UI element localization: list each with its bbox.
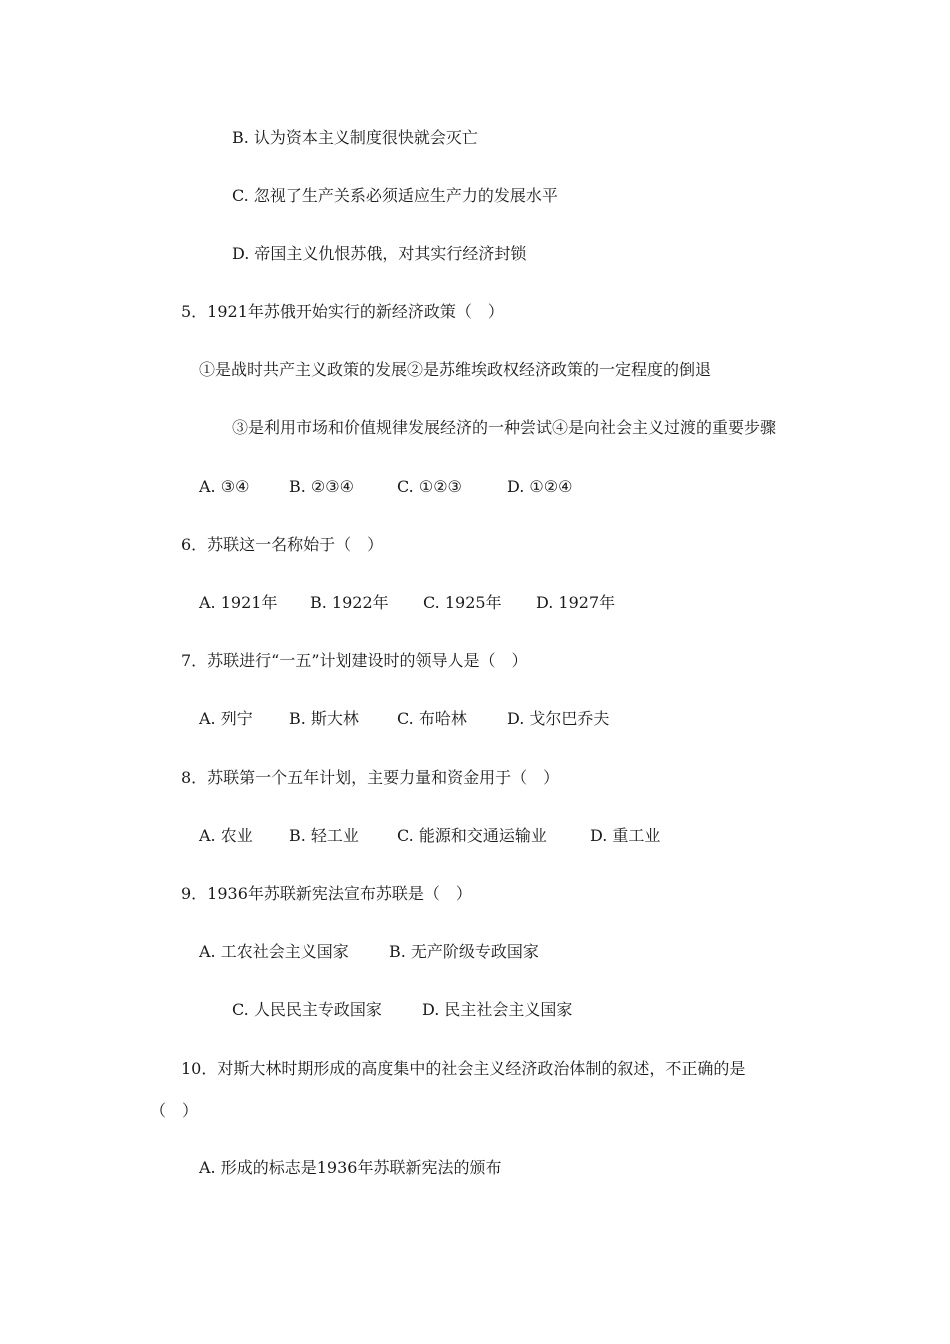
q6-option-a: A. 1921年 — [199, 593, 278, 612]
q6-option-d: D. 1927年 — [536, 593, 616, 612]
q7-option-c: C. 布哈林 — [397, 709, 467, 728]
q9-option-c: C. 人民民主专政国家 — [232, 1000, 382, 1019]
q6-option-c: C. 1925年 — [423, 593, 502, 612]
q4-option-b: B. 认为资本主义制度很快就会灭亡 — [232, 128, 478, 147]
q8-option-c: C. 能源和交通运输业 — [397, 826, 547, 845]
q5-statement-1: ①是战时共产主义政策的发展②是苏维埃政权经济政策的一定程度的倒退 — [199, 360, 712, 379]
q10-stem: 10．对斯大林时期形成的高度集中的社会主义经济政治体制的叙述，不正确的是 — [181, 1059, 746, 1078]
q7-option-a: A. 列宁 — [199, 709, 253, 728]
q5-options — [199, 477, 572, 497]
q7-stem: 7．苏联进行“一五”计划建设时的领导人是（ ） — [181, 651, 528, 670]
q7-option-b: B. 斯大林 — [289, 709, 359, 728]
q9-option-b: B. 无产阶级专政国家 — [389, 942, 539, 961]
q5-option-b: B. ②③④ — [289, 477, 354, 496]
q8-option-b: B. 轻工业 — [289, 826, 359, 845]
q8-stem: 8．苏联第一个五年计划，主要力量和资金用于（ ） — [181, 768, 560, 787]
q7-option-d: D. 戈尔巴乔夫 — [507, 709, 610, 728]
q10-option-a: A. 形成的标志是1936年苏联新宪法的颁布 — [199, 1158, 502, 1177]
q5-stem: 5．1921年苏俄开始实行的新经济政策（ ） — [181, 302, 504, 321]
q6-options — [199, 593, 615, 613]
q5-statement-2: ③是利用市场和价值规律发展经济的一种尝试④是向社会主义过渡的重要步骤 — [232, 418, 777, 437]
q9-options-row1 — [199, 942, 539, 962]
q4-option-d: D. 帝国主义仇恨苏俄，对其实行经济封锁 — [232, 244, 527, 263]
q10-stem-continuation: （ ） — [150, 1101, 199, 1120]
q8-option-d: D. 重工业 — [590, 826, 661, 845]
q5-option-c: C. ①②③ — [397, 477, 462, 496]
q9-stem: 9．1936年苏联新宪法宣布苏联是（ ） — [181, 884, 472, 903]
q4-option-c: C. 忽视了生产关系必须适应生产力的发展水平 — [232, 186, 558, 205]
q6-stem: 6．苏联这一名称始于（ ） — [181, 535, 384, 554]
q5-option-a: A. ③④ — [199, 477, 250, 496]
q9-option-a: A. 工农社会主义国家 — [199, 942, 349, 961]
q7-options — [199, 709, 609, 729]
q8-options — [199, 826, 660, 846]
q5-option-d: D. ①②④ — [507, 477, 573, 496]
q8-option-a: A. 农业 — [199, 826, 253, 845]
q6-option-b: B. 1922年 — [310, 593, 389, 612]
q9-options-row2 — [232, 1000, 572, 1020]
q9-option-d: D. 民主社会主义国家 — [422, 1000, 573, 1019]
